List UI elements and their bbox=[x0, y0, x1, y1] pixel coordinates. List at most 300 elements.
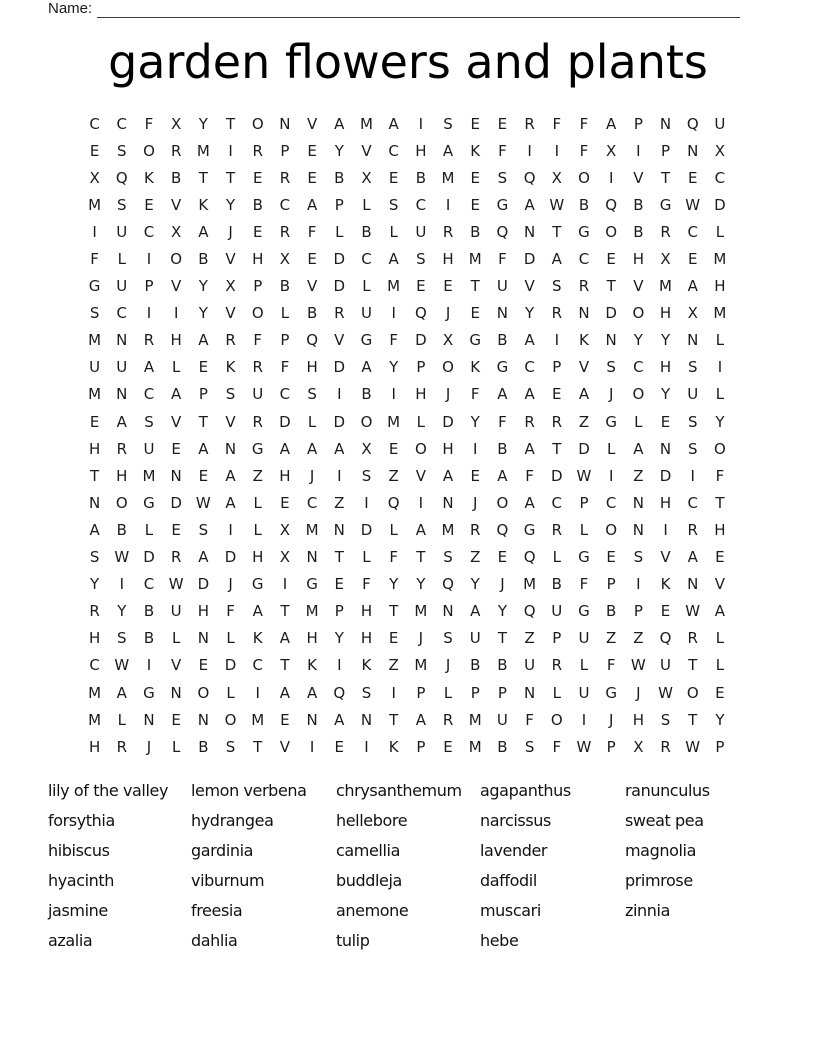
grid-letter: U bbox=[496, 710, 508, 729]
grid-letter: N bbox=[659, 439, 672, 458]
grid-letter: H bbox=[632, 710, 644, 729]
grid-letter: S bbox=[443, 629, 453, 648]
grid-letter: C bbox=[143, 575, 155, 594]
grid-letter: Z bbox=[388, 466, 399, 485]
grid-letter: B bbox=[415, 168, 426, 187]
grid-letter: A bbox=[198, 331, 209, 350]
grid-letter: M bbox=[659, 277, 672, 296]
grid-letter: X bbox=[687, 304, 698, 323]
grid-letter: E bbox=[334, 737, 345, 756]
grid-letter: G bbox=[143, 493, 155, 512]
grid-letter: F bbox=[525, 710, 534, 729]
grid-letter: Z bbox=[633, 466, 644, 485]
grid-letter: I bbox=[445, 195, 451, 214]
grid-letter: V bbox=[633, 277, 644, 296]
grid-letter: M bbox=[88, 683, 102, 702]
grid-letter: O bbox=[251, 114, 264, 133]
grid-letter: M bbox=[387, 277, 401, 296]
grid-letter: F bbox=[552, 114, 562, 133]
grid-letter: I bbox=[473, 439, 478, 458]
grid-letter: A bbox=[306, 683, 318, 702]
grid-letter: Y bbox=[90, 575, 100, 594]
grid-letter: Q bbox=[414, 304, 427, 323]
grid-letter: M bbox=[387, 412, 401, 431]
grid-letter: J bbox=[473, 493, 478, 512]
grid-letter: E bbox=[89, 141, 100, 160]
grid-letter: T bbox=[606, 277, 616, 296]
grid-letter: H bbox=[659, 358, 672, 377]
grid-letter: A bbox=[198, 222, 209, 241]
grid-letter: F bbox=[362, 575, 371, 594]
grid-letter: P bbox=[144, 277, 154, 296]
grid-letter: X bbox=[606, 141, 617, 160]
grid-letter: T bbox=[552, 222, 562, 241]
grid-letter: A bbox=[524, 493, 535, 512]
grid-letter: E bbox=[606, 250, 616, 269]
word-list-item: hebe bbox=[480, 931, 519, 950]
grid-letter: I bbox=[337, 656, 342, 675]
grid-letter: S bbox=[89, 548, 100, 567]
grid-letter: G bbox=[143, 683, 155, 702]
grid-letter: H bbox=[197, 602, 209, 621]
grid-letter: A bbox=[89, 520, 100, 539]
grid-letter: B bbox=[171, 168, 182, 187]
grid-letter: I bbox=[554, 141, 559, 160]
grid-letter: O bbox=[496, 493, 509, 512]
grid-letter: F bbox=[307, 222, 317, 241]
word-list-item: gardinia bbox=[191, 841, 254, 860]
grid-letter: P bbox=[334, 195, 344, 214]
grid-letter: V bbox=[171, 412, 182, 431]
grid-letter: I bbox=[228, 141, 233, 160]
grid-letter: E bbox=[497, 114, 508, 133]
grid-letter: X bbox=[89, 168, 100, 187]
grid-letter: M bbox=[88, 195, 102, 214]
grid-letter: M bbox=[251, 710, 265, 729]
grid-letter: P bbox=[606, 575, 616, 594]
grid-letter: S bbox=[687, 412, 698, 431]
grid-letter: L bbox=[715, 222, 725, 241]
grid-letter: A bbox=[388, 114, 399, 133]
grid-letter: B bbox=[143, 602, 155, 621]
grid-letter: E bbox=[280, 710, 290, 729]
grid-letter: X bbox=[551, 168, 562, 187]
grid-letter: A bbox=[470, 602, 481, 621]
grid-letter: K bbox=[388, 737, 399, 756]
grid-letter: P bbox=[470, 683, 480, 702]
grid-letter: G bbox=[659, 195, 672, 214]
grid-letter: J bbox=[500, 575, 505, 594]
grid-letter: P bbox=[715, 737, 725, 756]
grid-letter: T bbox=[416, 548, 426, 567]
grid-letter: K bbox=[660, 575, 671, 594]
grid-letter: X bbox=[442, 331, 454, 350]
grid-letter: R bbox=[252, 358, 263, 377]
grid-letter: F bbox=[389, 331, 398, 350]
grid-letter: C bbox=[361, 250, 372, 269]
grid-letter: Z bbox=[252, 466, 263, 485]
grid-letter: G bbox=[360, 331, 373, 350]
grid-letter: V bbox=[334, 331, 345, 350]
grid-letter: J bbox=[228, 222, 233, 241]
grid-letter: C bbox=[279, 195, 291, 214]
grid-letter: S bbox=[361, 683, 372, 702]
grid-letter: K bbox=[198, 195, 209, 214]
grid-letter: R bbox=[116, 737, 127, 756]
grid-letter: R bbox=[225, 331, 236, 350]
grid-letter: D bbox=[551, 466, 563, 485]
name-label: Name: bbox=[48, 0, 93, 17]
grid-letter: V bbox=[306, 277, 318, 296]
grid-letter: E bbox=[443, 277, 453, 296]
grid-letter: E bbox=[388, 439, 399, 458]
grid-letter: I bbox=[309, 737, 315, 756]
grid-letter: A bbox=[116, 683, 127, 702]
word-list-item: lavender bbox=[480, 841, 548, 860]
grid-letter: S bbox=[687, 439, 698, 458]
grid-letter: R bbox=[660, 737, 671, 756]
grid-letter: I bbox=[146, 304, 152, 323]
grid-letter: R bbox=[334, 304, 345, 323]
grid-letter: M bbox=[359, 114, 373, 133]
grid-letter: D bbox=[523, 250, 536, 269]
grid-letter: C bbox=[687, 222, 698, 241]
grid-letter: A bbox=[578, 385, 590, 404]
grid-letter: I bbox=[146, 250, 152, 269]
grid-letter: A bbox=[606, 114, 617, 133]
grid-letter: Y bbox=[225, 195, 236, 214]
grid-letter: V bbox=[524, 277, 535, 296]
grid-letter: S bbox=[117, 629, 127, 648]
grid-letter: C bbox=[143, 222, 155, 241]
grid-letter: O bbox=[197, 683, 210, 702]
grid-letter: T bbox=[225, 168, 236, 187]
grid-letter: O bbox=[224, 710, 237, 729]
grid-letter: Y bbox=[198, 114, 208, 133]
grid-letter: Q bbox=[442, 575, 454, 594]
grid-letter: A bbox=[198, 439, 209, 458]
grid-letter: U bbox=[170, 602, 182, 621]
grid-letter: T bbox=[253, 737, 263, 756]
grid-letter: S bbox=[552, 277, 562, 296]
grid-letter: R bbox=[279, 222, 291, 241]
grid-letter: Y bbox=[389, 358, 399, 377]
grid-letter: E bbox=[470, 304, 480, 323]
grid-letter: R bbox=[551, 520, 562, 539]
grid-letter: O bbox=[605, 520, 618, 539]
grid-letter: N bbox=[496, 304, 509, 323]
grid-letter: S bbox=[225, 737, 236, 756]
grid-letter: Y bbox=[198, 304, 208, 323]
grid-letter: I bbox=[418, 114, 424, 133]
grid-letter: Y bbox=[525, 304, 535, 323]
grid-letter: I bbox=[418, 493, 424, 512]
grid-letter: V bbox=[225, 412, 236, 431]
grid-letter: W bbox=[658, 683, 673, 702]
grid-letter: B bbox=[497, 331, 508, 350]
grid-letter: C bbox=[714, 168, 726, 187]
grid-letter: Y bbox=[715, 412, 725, 431]
grid-letter: Y bbox=[416, 575, 426, 594]
grid-letter: W bbox=[168, 575, 184, 594]
grid-letter: M bbox=[196, 141, 210, 160]
word-list-item: lemon verbena bbox=[191, 781, 307, 800]
puzzle-title: garden flowers and plants bbox=[108, 35, 708, 89]
grid-letter: C bbox=[116, 304, 128, 323]
grid-letter: Z bbox=[388, 656, 399, 675]
grid-letter: A bbox=[279, 439, 291, 458]
word-grid bbox=[81, 110, 734, 760]
grid-letter: U bbox=[660, 656, 672, 675]
grid-letter: O bbox=[632, 385, 645, 404]
grid-letter: B bbox=[633, 195, 644, 214]
grid-letter: H bbox=[360, 602, 373, 621]
grid-letter: G bbox=[605, 683, 617, 702]
grid-letter: V bbox=[225, 304, 236, 323]
grid-letter: B bbox=[470, 222, 481, 241]
grid-letter: H bbox=[88, 629, 101, 648]
grid-letter: C bbox=[415, 195, 427, 214]
grid-letter: Q bbox=[523, 602, 536, 621]
grid-letter: E bbox=[198, 466, 209, 485]
grid-letter: C bbox=[89, 114, 100, 133]
grid-letter: M bbox=[305, 520, 319, 539]
grid-letter: Q bbox=[523, 168, 536, 187]
grid-letter: L bbox=[579, 656, 589, 675]
grid-letter: X bbox=[361, 439, 372, 458]
grid-letter: N bbox=[197, 710, 209, 729]
grid-letter: A bbox=[334, 710, 345, 729]
grid-letter: T bbox=[198, 168, 208, 187]
grid-letter: H bbox=[170, 331, 182, 350]
grid-letter: R bbox=[442, 222, 454, 241]
grid-letter: I bbox=[255, 683, 260, 702]
grid-letter: I bbox=[391, 304, 396, 323]
grid-letter: A bbox=[143, 358, 155, 377]
grid-letter: Y bbox=[497, 602, 507, 621]
grid-letter: I bbox=[636, 575, 641, 594]
grid-letter: U bbox=[415, 222, 427, 241]
grid-letter: S bbox=[606, 358, 616, 377]
grid-letter: X bbox=[171, 222, 182, 241]
word-list-item: muscari bbox=[480, 901, 541, 920]
grid-letter: U bbox=[116, 222, 128, 241]
grid-letter: H bbox=[714, 520, 726, 539]
grid-letter: T bbox=[389, 710, 399, 729]
word-list-item: tulip bbox=[336, 931, 370, 950]
grid-letter: Q bbox=[496, 222, 509, 241]
grid-letter: S bbox=[524, 737, 535, 756]
grid-letter: H bbox=[306, 358, 318, 377]
grid-letter: H bbox=[88, 737, 101, 756]
grid-letter: X bbox=[225, 277, 236, 296]
grid-letter: N bbox=[632, 520, 644, 539]
grid-letter: E bbox=[171, 520, 181, 539]
grid-letter: I bbox=[146, 656, 152, 675]
grid-letter: F bbox=[470, 385, 480, 404]
grid-letter: P bbox=[552, 629, 562, 648]
grid-letter: A bbox=[714, 602, 726, 621]
grid-letter: Y bbox=[470, 575, 480, 594]
grid-letter: T bbox=[688, 710, 698, 729]
grid-letter: F bbox=[606, 656, 616, 675]
grid-letter: H bbox=[88, 439, 101, 458]
grid-letter: Z bbox=[633, 629, 644, 648]
grid-letter: B bbox=[361, 222, 372, 241]
grid-letter: A bbox=[687, 277, 698, 296]
grid-letter: N bbox=[279, 114, 291, 133]
grid-letter: I bbox=[581, 710, 587, 729]
grid-letter: L bbox=[117, 250, 126, 269]
grid-letter: G bbox=[251, 575, 264, 594]
word-list-item: lily of the valley bbox=[48, 781, 169, 800]
grid-letter: Y bbox=[389, 575, 399, 594]
grid-letter: G bbox=[523, 520, 536, 539]
grid-letter: V bbox=[714, 575, 726, 594]
grid-letter: Q bbox=[523, 548, 536, 567]
grid-letter: I bbox=[717, 358, 723, 377]
grid-letter: R bbox=[524, 114, 535, 133]
grid-letter: I bbox=[391, 385, 396, 404]
grid-letter: A bbox=[334, 439, 345, 458]
grid-letter: H bbox=[306, 629, 318, 648]
grid-letter: E bbox=[470, 168, 480, 187]
name-row bbox=[48, 0, 740, 18]
grid-letter: C bbox=[279, 385, 291, 404]
grid-letter: P bbox=[416, 358, 426, 377]
grid-letter: S bbox=[633, 548, 644, 567]
word-list-item: zinnia bbox=[625, 901, 670, 920]
grid-letter: V bbox=[171, 277, 182, 296]
grid-letter: H bbox=[116, 466, 128, 485]
grid-letter: F bbox=[579, 141, 589, 160]
grid-letter: O bbox=[115, 493, 128, 512]
grid-letter: T bbox=[389, 602, 399, 621]
grid-letter: S bbox=[687, 358, 698, 377]
grid-letter: I bbox=[173, 304, 179, 323]
word-list bbox=[48, 776, 788, 966]
grid-letter: Q bbox=[333, 683, 346, 702]
grid-letter: A bbox=[633, 439, 644, 458]
grid-letter: L bbox=[307, 412, 317, 431]
word-list-item: hibiscus bbox=[48, 841, 110, 860]
grid-letter: Z bbox=[334, 493, 345, 512]
grid-letter: I bbox=[364, 493, 369, 512]
grid-letter: P bbox=[633, 114, 643, 133]
grid-letter: X bbox=[279, 548, 291, 567]
grid-letter: A bbox=[524, 439, 535, 458]
grid-letter: L bbox=[715, 331, 725, 350]
word-list-column bbox=[48, 776, 168, 956]
grid-letter: L bbox=[171, 358, 181, 377]
grid-letter: E bbox=[280, 493, 290, 512]
word-list-item: magnolia bbox=[625, 841, 696, 860]
grid-letter: T bbox=[660, 168, 671, 187]
grid-letter: O bbox=[170, 250, 183, 269]
grid-letter: F bbox=[498, 250, 507, 269]
grid-letter: A bbox=[687, 548, 698, 567]
grid-letter: L bbox=[253, 520, 262, 539]
grid-letter: E bbox=[307, 141, 317, 160]
grid-letter: D bbox=[333, 277, 346, 296]
grid-letter: E bbox=[497, 548, 508, 567]
grid-letter: N bbox=[523, 683, 536, 702]
grid-letter: X bbox=[361, 168, 372, 187]
word-list-item: jasmine bbox=[48, 901, 108, 920]
grid-letter: M bbox=[414, 656, 428, 675]
grid-letter: A bbox=[279, 629, 291, 648]
grid-letter: L bbox=[715, 656, 725, 675]
grid-letter: B bbox=[633, 222, 644, 241]
grid-letter: Q bbox=[659, 629, 672, 648]
grid-letter: Y bbox=[660, 331, 671, 350]
grid-letter: E bbox=[443, 737, 453, 756]
grid-letter: F bbox=[90, 250, 99, 269]
grid-letter: B bbox=[361, 385, 372, 404]
grid-letter: F bbox=[525, 466, 534, 485]
grid-letter: A bbox=[306, 439, 318, 458]
grid-letter: B bbox=[116, 520, 127, 539]
grid-letter: F bbox=[552, 737, 562, 756]
grid-letter: N bbox=[306, 548, 318, 567]
grid-letter: S bbox=[144, 412, 154, 431]
grid-letter: W bbox=[685, 195, 701, 214]
grid-letter: R bbox=[143, 331, 155, 350]
grid-letter: F bbox=[715, 466, 725, 485]
grid-letter: D bbox=[279, 412, 291, 431]
grid-letter: O bbox=[632, 304, 645, 323]
grid-letter: O bbox=[578, 168, 590, 187]
grid-letter: P bbox=[552, 358, 562, 377]
grid-letter: M bbox=[142, 466, 156, 485]
grid-letter: G bbox=[306, 575, 318, 594]
grid-letter: L bbox=[253, 493, 262, 512]
grid-letter: S bbox=[117, 141, 127, 160]
grid-letter: R bbox=[252, 141, 263, 160]
grid-letter: A bbox=[442, 466, 454, 485]
grid-letter: X bbox=[279, 250, 291, 269]
grid-letter: O bbox=[414, 439, 427, 458]
grid-letter: Z bbox=[470, 548, 481, 567]
grid-letter: T bbox=[90, 466, 100, 485]
grid-letter: F bbox=[579, 575, 589, 594]
grid-letter: K bbox=[579, 331, 589, 350]
grid-letter: G bbox=[578, 602, 590, 621]
grid-letter: D bbox=[714, 195, 726, 214]
grid-letter: C bbox=[633, 358, 644, 377]
grid-letter: N bbox=[197, 629, 209, 648]
word-list-item: forsythia bbox=[48, 811, 115, 830]
grid-letter: O bbox=[251, 304, 264, 323]
grid-letter: J bbox=[228, 575, 233, 594]
grid-letter: R bbox=[170, 548, 182, 567]
grid-letter: H bbox=[659, 493, 672, 512]
grid-letter: O bbox=[360, 412, 373, 431]
word-list-item: azalia bbox=[48, 931, 93, 950]
grid-letter: C bbox=[89, 656, 100, 675]
grid-letter: C bbox=[252, 656, 263, 675]
grid-letter: K bbox=[361, 656, 372, 675]
grid-letter: U bbox=[143, 439, 155, 458]
grid-letter: X bbox=[660, 250, 671, 269]
grid-letter: J bbox=[608, 385, 614, 404]
grid-letter: V bbox=[225, 250, 236, 269]
grid-letter: T bbox=[280, 602, 290, 621]
grid-letter: A bbox=[279, 683, 291, 702]
grid-letter: D bbox=[659, 466, 672, 485]
grid-letter: C bbox=[687, 493, 698, 512]
grid-letter: E bbox=[388, 629, 399, 648]
